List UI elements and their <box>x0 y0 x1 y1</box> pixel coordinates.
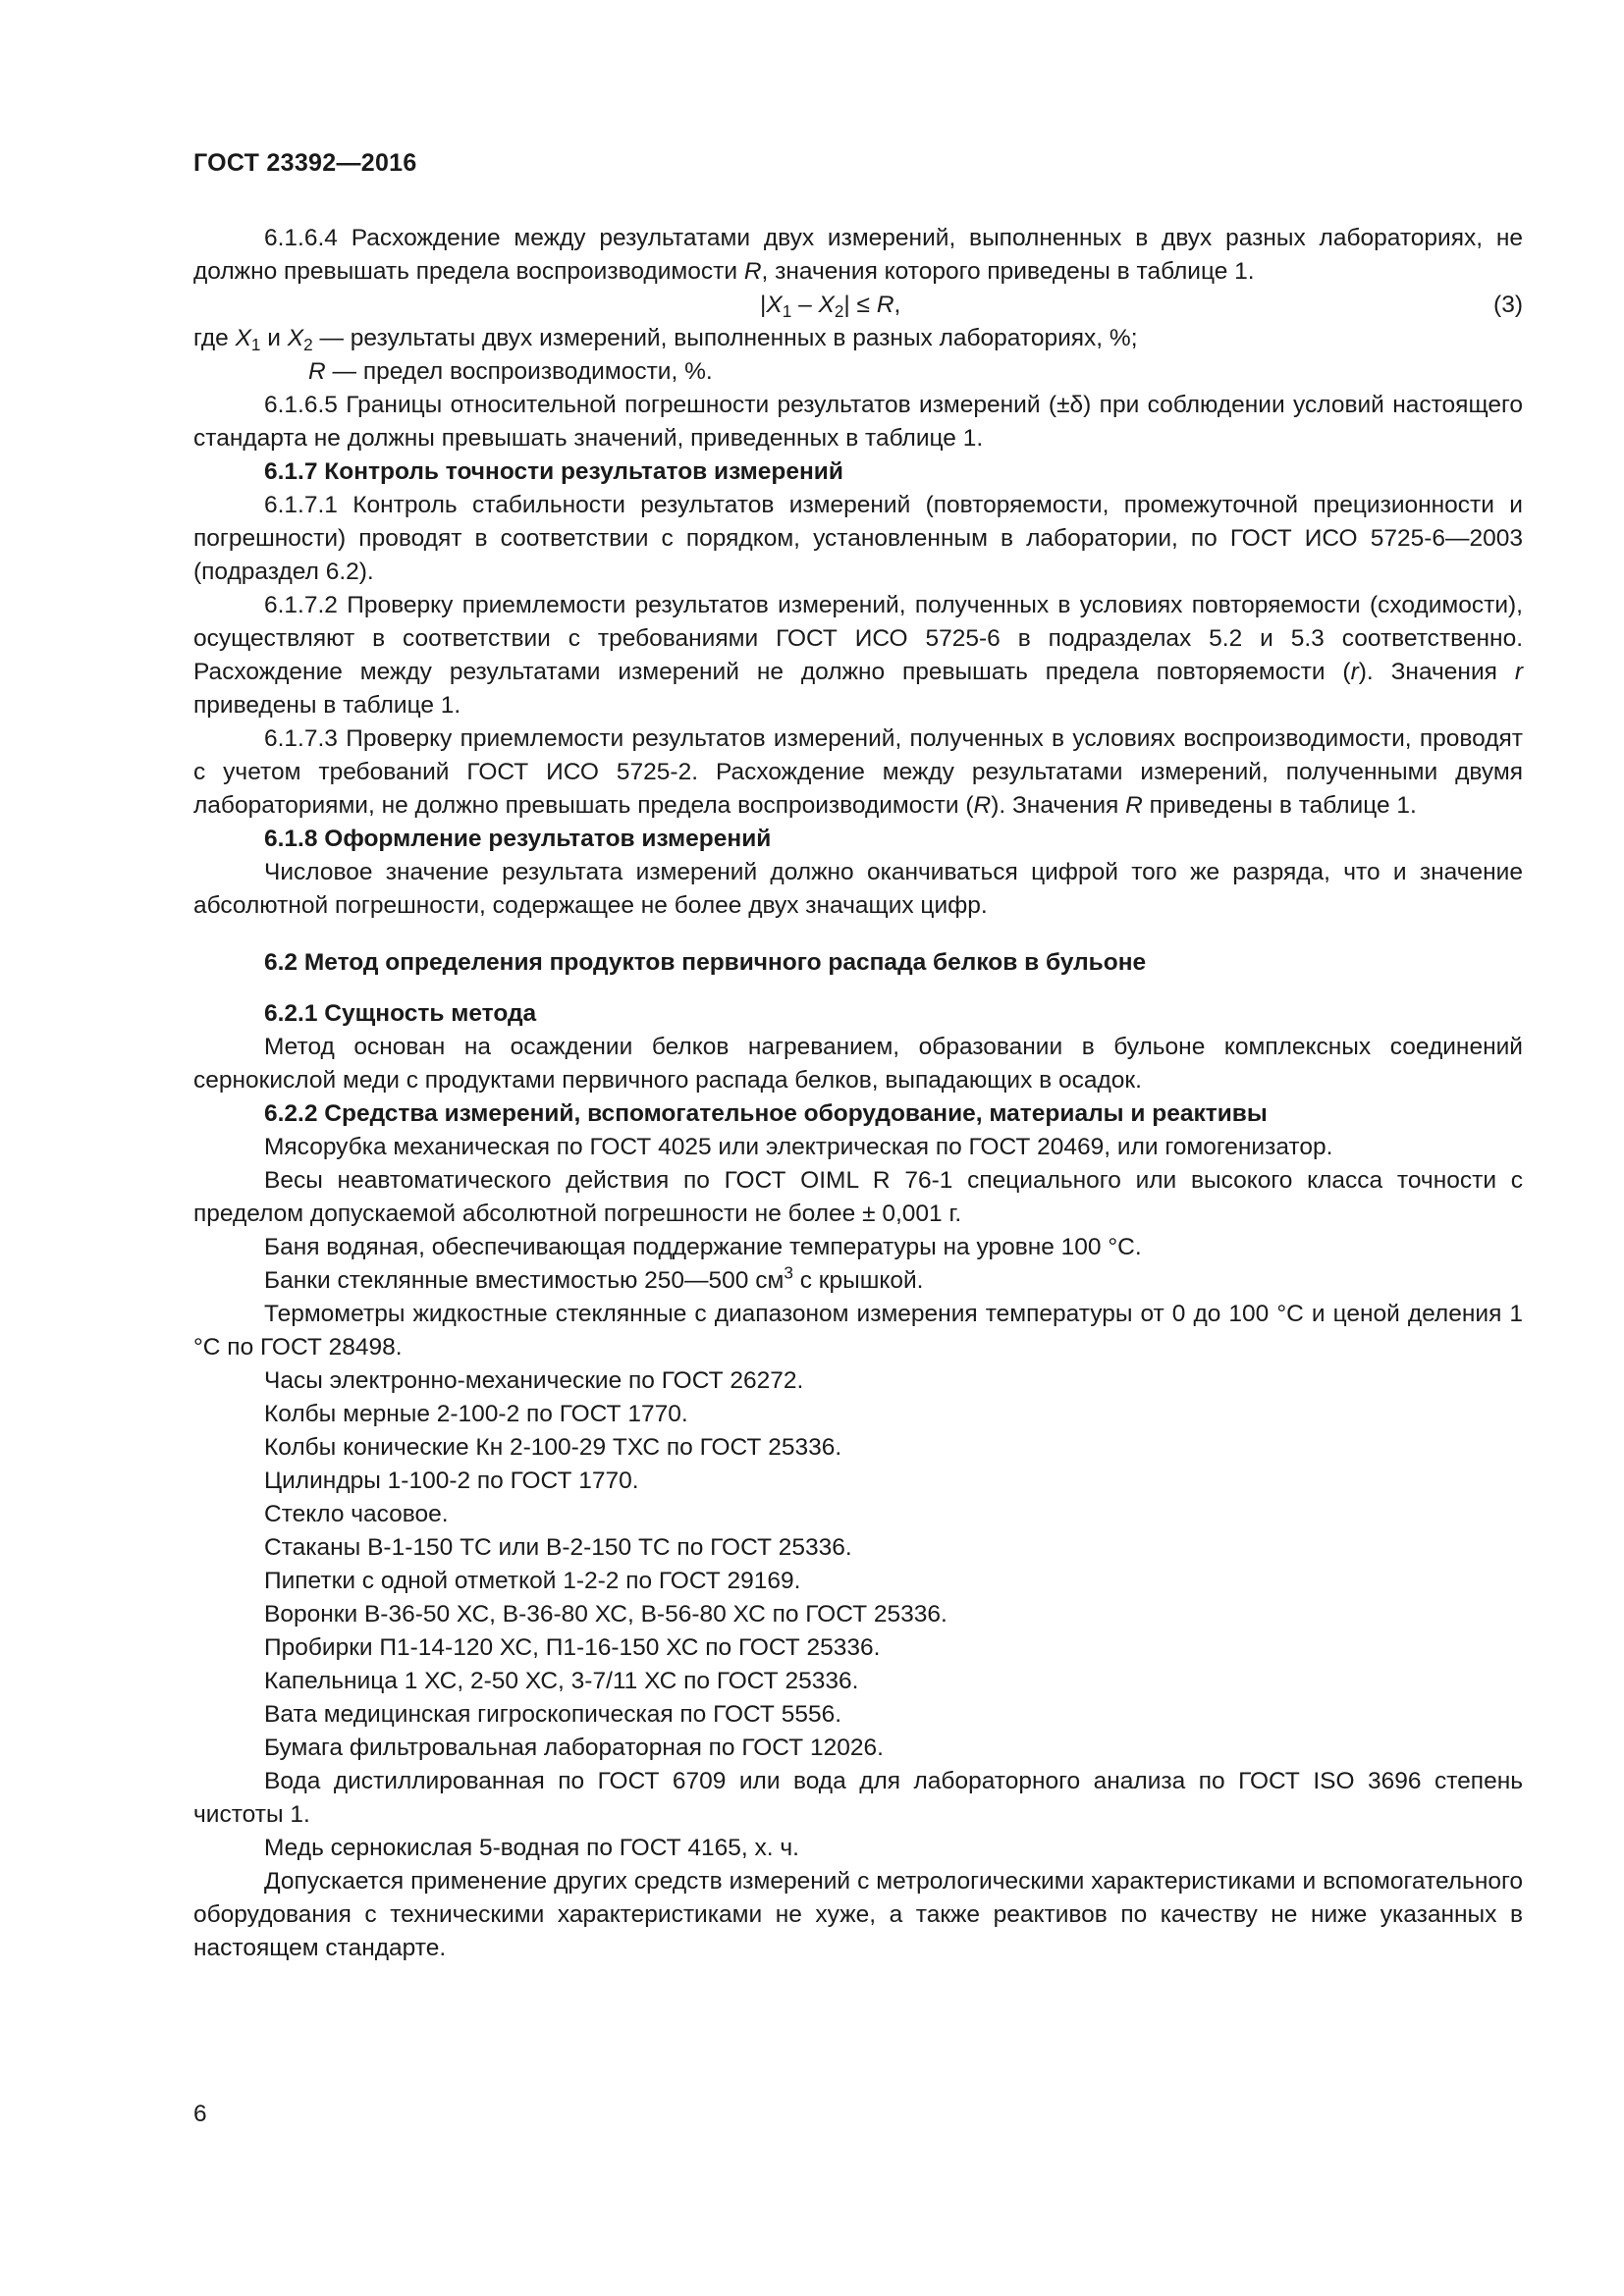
paragraph-6-1-6-5: 6.1.6.5 Границы относительной погрешности результатов измерений (±δ) при соблюдении условий настоящего стандарта не должны превышать значений, приведенных в таблице 1. <box>193 392 1523 452</box>
paragraph-6-1-7-3: 6.1.7.3 Проверку приемлемости результатов измерений, полученных в условиях воспроизводимости, проводят с учетом требований ГОСТ ИСО 5725-2. Расхождение между результатами измерений, полученными двумя лабораториями, не должно превышать предела воспроизводимости (R). Значения R приведены в таблице 1. <box>193 725 1523 819</box>
list-item: Пробирки П1-14-120 ХС, П1-16-150 ХС по ГОСТ 25336. <box>264 1634 881 1661</box>
list-item: Стекло часовое. <box>264 1501 449 1527</box>
list-item: Вода дистиллированная по ГОСТ 6709 или вода для лабораторного анализа по ГОСТ ISO 3696 степень чистоты 1. <box>193 1768 1523 1828</box>
list-item: Воронки В-36-50 ХС, В-36-80 ХС, В-56-80 ХС по ГОСТ 25336. <box>264 1601 947 1628</box>
list-item: Цилиндры 1-100-2 по ГОСТ 1770. <box>264 1468 639 1494</box>
list-item-jars: Банки стеклянные вместимостью 250—500 $см^3$ с крышкой. <box>264 1262 924 1294</box>
formula-number: (3) <box>1493 292 1523 318</box>
list-item: Весы неавтоматического действия по ГОСТ OIML R 76-1 специального или высокого класса точности с пределом допускаемой абсолютной погрешности не более ± 0,001 г. <box>193 1167 1523 1227</box>
heading-6-2-2: 6.2.2 Средства измерений, вспомогательное оборудование, материалы и реактивы <box>264 1100 1268 1127</box>
paragraph-6-2-1: Метод основан на осаждении белков нагреванием, образовании в бульоне комплексных соединений сернокислой меди с продуктами первичного распада белков, выпадающих в осадок. <box>193 1034 1523 1094</box>
list-item: Часы электронно-механические по ГОСТ 26272. <box>264 1367 804 1394</box>
list-item: Колбы мерные 2-100-2 по ГОСТ 1770. <box>264 1401 688 1427</box>
paragraph-6-1-7-1: 6.1.7.1 Контроль стабильности результатов измерений (повторяемости, промежуточной прецизионности и погрешности) проводят в соответствии с порядком, установленным в лаборатории, по ГОСТ ИСО 5725-6—2003 (подраздел 6.2). <box>193 492 1523 585</box>
document-header: ГОСТ 23392—2016 <box>193 149 417 177</box>
list-item: Бумага фильтровальная лабораторная по ГОСТ 12026. <box>264 1735 884 1761</box>
formula-legend-r: R — предел воспроизводимости, %. <box>308 358 713 385</box>
list-item: Вата медицинская гигроскопическая по ГОСТ 5556. <box>264 1701 842 1728</box>
list-item: Капельница 1 ХС, 2-50 ХС, 3-7/11 ХС по ГОСТ 25336. <box>264 1668 859 1694</box>
paragraph-6-1-7-2: 6.1.7.2 Проверку приемлемости результатов измерений, полученных в условиях повторяемости (сходимости), осуществляют в соответствии с требованиями ГОСТ ИСО 5725-6 в подразделах 5.2 и 5.3 соответственно. Расхождение между результатами измерений не должно превышать предела повторяемости (r). Значения r приведены в таблице 1. <box>193 592 1523 719</box>
formula-legend-x: где $X_1$ и $X_2$ — результаты двух измерений, выполненных в разных лабораториях, %; <box>193 325 1138 355</box>
heading-6-2-1: 6.2.1 Сущность метода <box>264 1000 537 1027</box>
list-item: Термометры жидкостные стеклянные с диапазоном измерения температуры от 0 до 100 °С и ценой деления 1 °С по ГОСТ 28498. <box>193 1301 1523 1361</box>
page-number: 6 <box>193 2101 207 2127</box>
heading-6-1-8: 6.1.8 Оформление результатов измерений <box>264 826 772 852</box>
list-item: Медь сернокислая 5-водная по ГОСТ 4165, х. ч. <box>264 1835 799 1861</box>
heading-6-2: 6.2 Метод определения продуктов первичного распада белков в бульоне <box>264 949 1147 976</box>
document-body <box>193 222 1523 1965</box>
formula-3 <box>193 289 1523 322</box>
list-item: Мясорубка механическая по ГОСТ 4025 или электрическая по ГОСТ 20469, или гомогенизатор. <box>264 1134 1333 1160</box>
list-item: Колбы конические Кн 2-100-29 ТХС по ГОСТ 25336. <box>264 1434 842 1461</box>
list-item: Пипетки с одной отметкой 1-2-2 по ГОСТ 29169. <box>264 1568 801 1594</box>
heading-6-1-7: 6.1.7 Контроль точности результатов измерений <box>264 458 843 485</box>
list-item: Стаканы В-1-150 ТС или В-2-150 ТС по ГОСТ 25336. <box>264 1534 852 1561</box>
paragraph-6-1-8: Числовое значение результата измерений должно оканчиваться цифрой того же разряда, что и значение абсолютной погрешности, содержащее не более двух значащих цифр. <box>193 859 1523 919</box>
formula-expression: $|X_1 - X_2| \le R$, <box>760 292 901 322</box>
list-item: Баня водяная, обеспечивающая поддержание температуры на уровне 100 °С. <box>264 1234 1142 1260</box>
paragraph-6-1-6-4: 6.1.6.4 Расхождение между результатами двух измерений, выполненных в двух разных лабораториях, не должно превышать предела воспроизводимости R, значения которого приведены в таблице 1. <box>193 225 1523 285</box>
paragraph-note: Допускается применение других средств измерений с метрологическими характеристиками и вспомогательного оборудования с техническими характеристиками не хуже, а также реактивов по качеству не ниже указанных в настоящем стандарте. <box>193 1868 1523 1961</box>
